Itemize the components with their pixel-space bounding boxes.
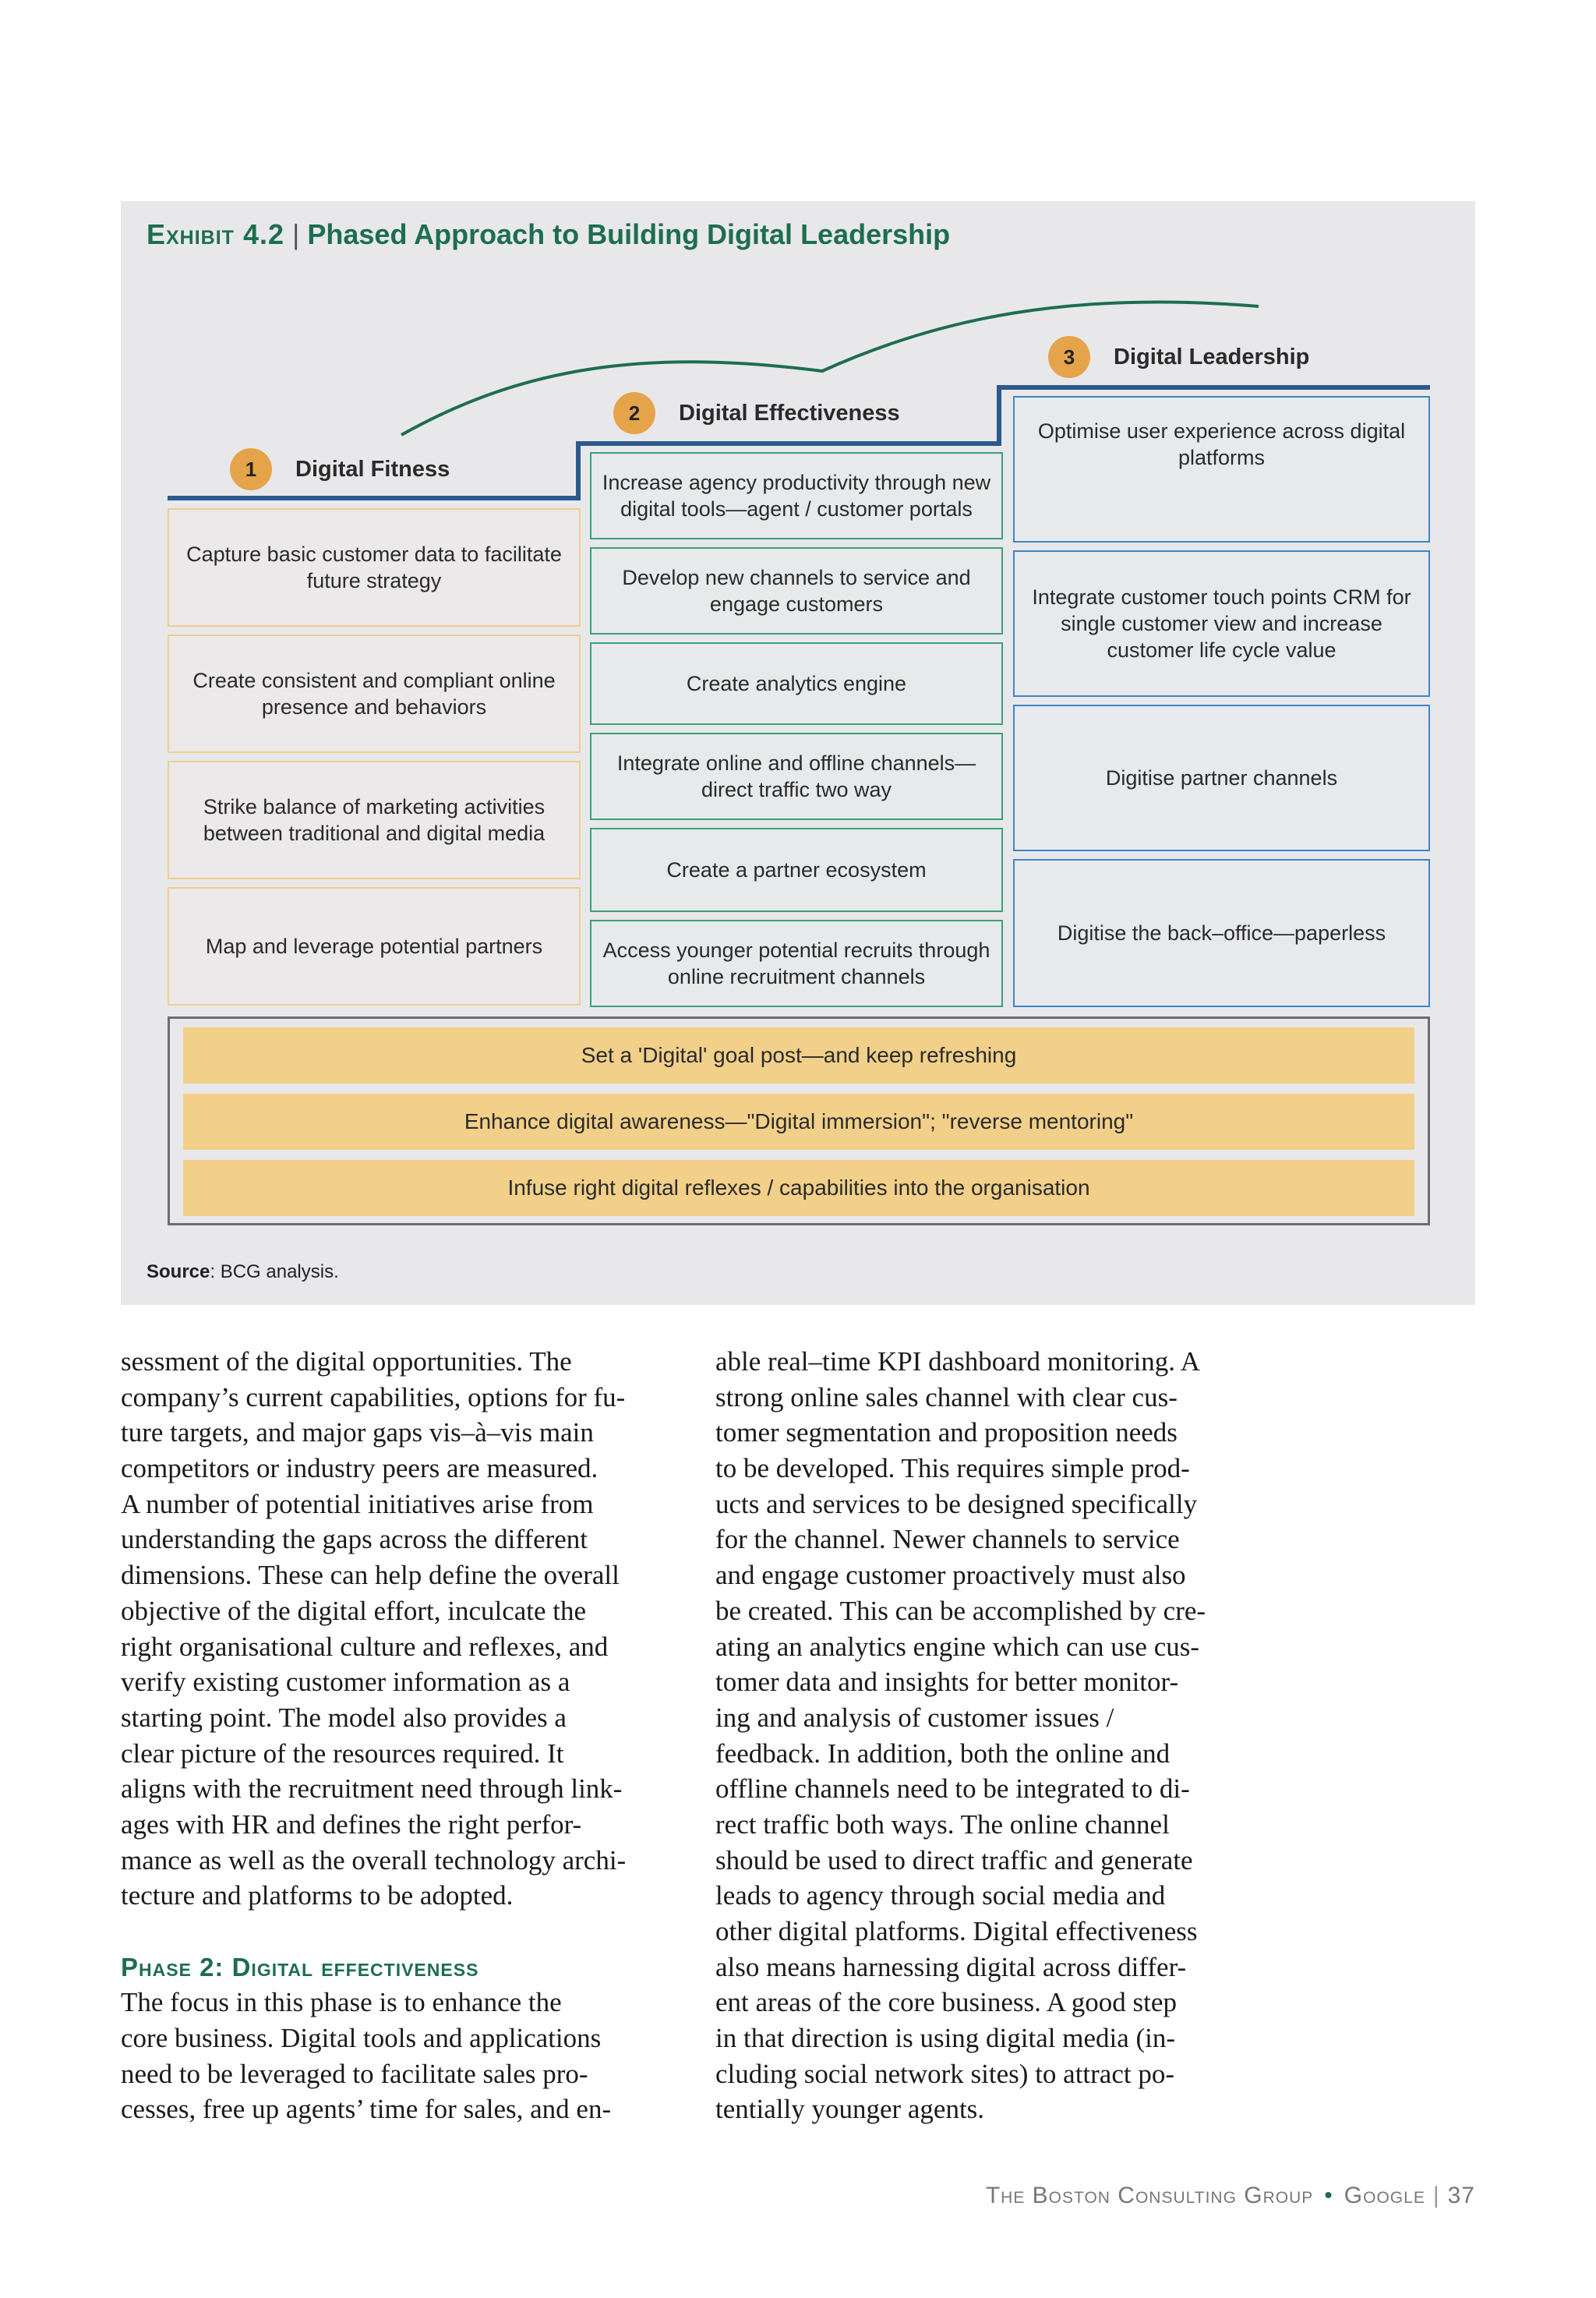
text-line: need to be leveraged to facilitate sales pro- bbox=[121, 2058, 588, 2089]
bullet-icon: • bbox=[1324, 2183, 1333, 2208]
exhibit-panel bbox=[121, 201, 1475, 1305]
text-line: cluding social network sites) to attract po- bbox=[715, 2058, 1175, 2089]
phase-2-item: Increase agency productivity through new digital tools—agent / customer portals bbox=[590, 452, 1003, 539]
phase-2-header bbox=[613, 391, 900, 435]
text-line: aligns with the recruitment need through link- bbox=[121, 1773, 623, 1805]
text-line: strong online sales channel with clear cus- bbox=[715, 1381, 1178, 1412]
text-line: sessment of the digital opportunities. The bbox=[121, 1346, 572, 1377]
text-line: tomer data and insights for better monitor- bbox=[715, 1667, 1179, 1698]
foundation-panel bbox=[168, 1016, 1430, 1225]
stair-step-3 bbox=[997, 385, 1430, 390]
phase-2-item: Develop new channels to service and engage customers bbox=[590, 547, 1003, 635]
text-line: other digital platforms. Digital effectiveness bbox=[715, 1916, 1198, 1946]
source-label: Source bbox=[147, 1261, 210, 1282]
text-line: The focus in this phase is to enhance the bbox=[121, 1987, 562, 2018]
phase-2-item: Integrate online and offline channels—direct traffic two way bbox=[590, 733, 1003, 820]
text-line: ent areas of the core business. A good step bbox=[715, 1987, 1177, 2018]
phase-1-item: Create consistent and compliant online presence and behaviors bbox=[168, 635, 581, 753]
spacer bbox=[121, 1914, 626, 1950]
footer-publisher: The Boston Consulting Group bbox=[985, 2183, 1314, 2208]
text-line: verify existing customer information as a bbox=[121, 1667, 570, 1698]
phase-3-header bbox=[1048, 335, 1309, 379]
phase-3-item: Digitise partner channels bbox=[1013, 705, 1430, 851]
text-line: also means harnessing digital across differ- bbox=[715, 1951, 1187, 1982]
stair-step-1 bbox=[168, 496, 581, 500]
section-heading: Phase 2: Digital effectiveness bbox=[121, 1952, 479, 1982]
text-line: ture targets, and major gaps vis–à–vis main bbox=[121, 1417, 594, 1448]
foundation-bar: Infuse right digital reflexes / capabilities into the organisation bbox=[183, 1160, 1414, 1216]
right-column bbox=[715, 1344, 1206, 2127]
phase-3-badge: 3 bbox=[1048, 336, 1090, 378]
phase-3-item: Integrate customer touch points CRM for single customer view and increase customer life cycle value bbox=[1013, 550, 1430, 697]
text-line: clear picture of the resources required. It bbox=[121, 1738, 564, 1769]
text-line: and engage customer proactively must also bbox=[715, 1560, 1186, 1591]
text-line: cesses, free up agents’ time for sales, and en- bbox=[121, 2094, 612, 2125]
text-line: rect traffic both ways. The online channel bbox=[715, 1808, 1170, 1840]
text-line: competitors or industry peers are measured. bbox=[121, 1453, 598, 1484]
left-column bbox=[121, 1344, 626, 2127]
text-line: ating an analytics engine which can use cus- bbox=[715, 1631, 1200, 1662]
title-separator: | bbox=[292, 218, 300, 250]
text-line: tomer segmentation and proposition needs bbox=[715, 1417, 1178, 1448]
page-number: 37 bbox=[1447, 2183, 1475, 2208]
source-text: : BCG analysis. bbox=[210, 1261, 339, 1282]
phase-1-item: Strike balance of marketing activities between traditional and digital media bbox=[168, 761, 581, 879]
text-line: in that direction is using digital media (in- bbox=[715, 2023, 1176, 2054]
left-paragraph bbox=[121, 1344, 626, 1914]
stair-riser-2 bbox=[997, 385, 1001, 446]
text-line: right organisational culture and reflexes, and bbox=[121, 1631, 609, 1662]
phase-3-title: Digital Leadership bbox=[1114, 344, 1310, 369]
phase-2-title: Digital Effectiveness bbox=[679, 400, 900, 426]
phase-1-item: Map and leverage potential partners bbox=[168, 887, 581, 1006]
text-line: able real–time KPI dashboard monitoring. A bbox=[715, 1346, 1201, 1377]
text-line: be created. This can be accomplished by cre- bbox=[715, 1595, 1206, 1626]
phase-2-item: Create analytics engine bbox=[590, 642, 1003, 725]
text-line: understanding the gaps across the different bbox=[121, 1524, 588, 1555]
phase-2-item: Create a partner ecosystem bbox=[590, 828, 1003, 912]
text-line: should be used to direct traffic and generate bbox=[715, 1844, 1193, 1876]
phase-1-title: Digital Fitness bbox=[295, 456, 450, 482]
text-line: core business. Digital tools and applications bbox=[121, 2023, 602, 2054]
text-line: mance as well as the overall technology archi- bbox=[121, 1844, 627, 1876]
phase-2-item: Access younger potential recruits through online recruitment channels bbox=[590, 920, 1003, 1007]
stair-riser-1 bbox=[576, 441, 581, 500]
text-line: starting point. The model also provides a bbox=[121, 1702, 567, 1733]
foundation-bar: Set a 'Digital' goal post—and keep refreshing bbox=[183, 1027, 1414, 1084]
text-line: ages with HR and defines the right perfor- bbox=[121, 1808, 582, 1840]
text-line: ucts and services to be designed specifically bbox=[715, 1488, 1198, 1519]
exhibit-label: Exhibit 4.2 bbox=[147, 218, 285, 250]
exhibit-title-text: Phased Approach to Building Digital Leadership bbox=[307, 218, 951, 250]
phase-3-item: Digitise the back–office—paperless bbox=[1013, 859, 1430, 1007]
text-line: for the channel. Newer channels to service bbox=[715, 1524, 1180, 1555]
foundation-bar: Enhance digital awareness—"Digital immersion"; "reverse mentoring" bbox=[183, 1094, 1414, 1150]
footer-client: Google bbox=[1344, 2183, 1425, 2208]
text-line: objective of the digital effort, inculcate the bbox=[121, 1595, 587, 1626]
phase-1-badge: 1 bbox=[230, 448, 272, 490]
text-line: ing and analysis of customer issues / bbox=[715, 1702, 1114, 1733]
page-footer bbox=[986, 2183, 1475, 2209]
text-line: company’s current capabilities, options for fu- bbox=[121, 1381, 626, 1412]
stair-step-2 bbox=[576, 441, 1001, 446]
phase-1-item: Capture basic customer data to facilitate future strategy bbox=[168, 508, 581, 627]
footer-separator: | bbox=[1432, 2183, 1440, 2208]
text-line: leads to agency through social media and bbox=[715, 1880, 1166, 1911]
text-line: A number of potential initiatives arise from bbox=[121, 1488, 594, 1519]
text-line: tentially younger agents. bbox=[715, 2094, 985, 2125]
phase-3-item: Optimise user experience across digital platforms bbox=[1013, 396, 1430, 543]
source-note bbox=[147, 1261, 339, 1283]
phase-1-header bbox=[230, 447, 450, 491]
text-line: feedback. In addition, both the online and bbox=[715, 1738, 1171, 1769]
phase-2-badge: 2 bbox=[613, 392, 655, 434]
text-line: offline channels need to be integrated to di- bbox=[715, 1773, 1190, 1805]
text-line: dimensions. These can help define the overall bbox=[121, 1560, 620, 1591]
text-line: to be developed. This requires simple prod- bbox=[715, 1453, 1190, 1484]
text-line: tecture and platforms to be adopted. bbox=[121, 1880, 514, 1911]
